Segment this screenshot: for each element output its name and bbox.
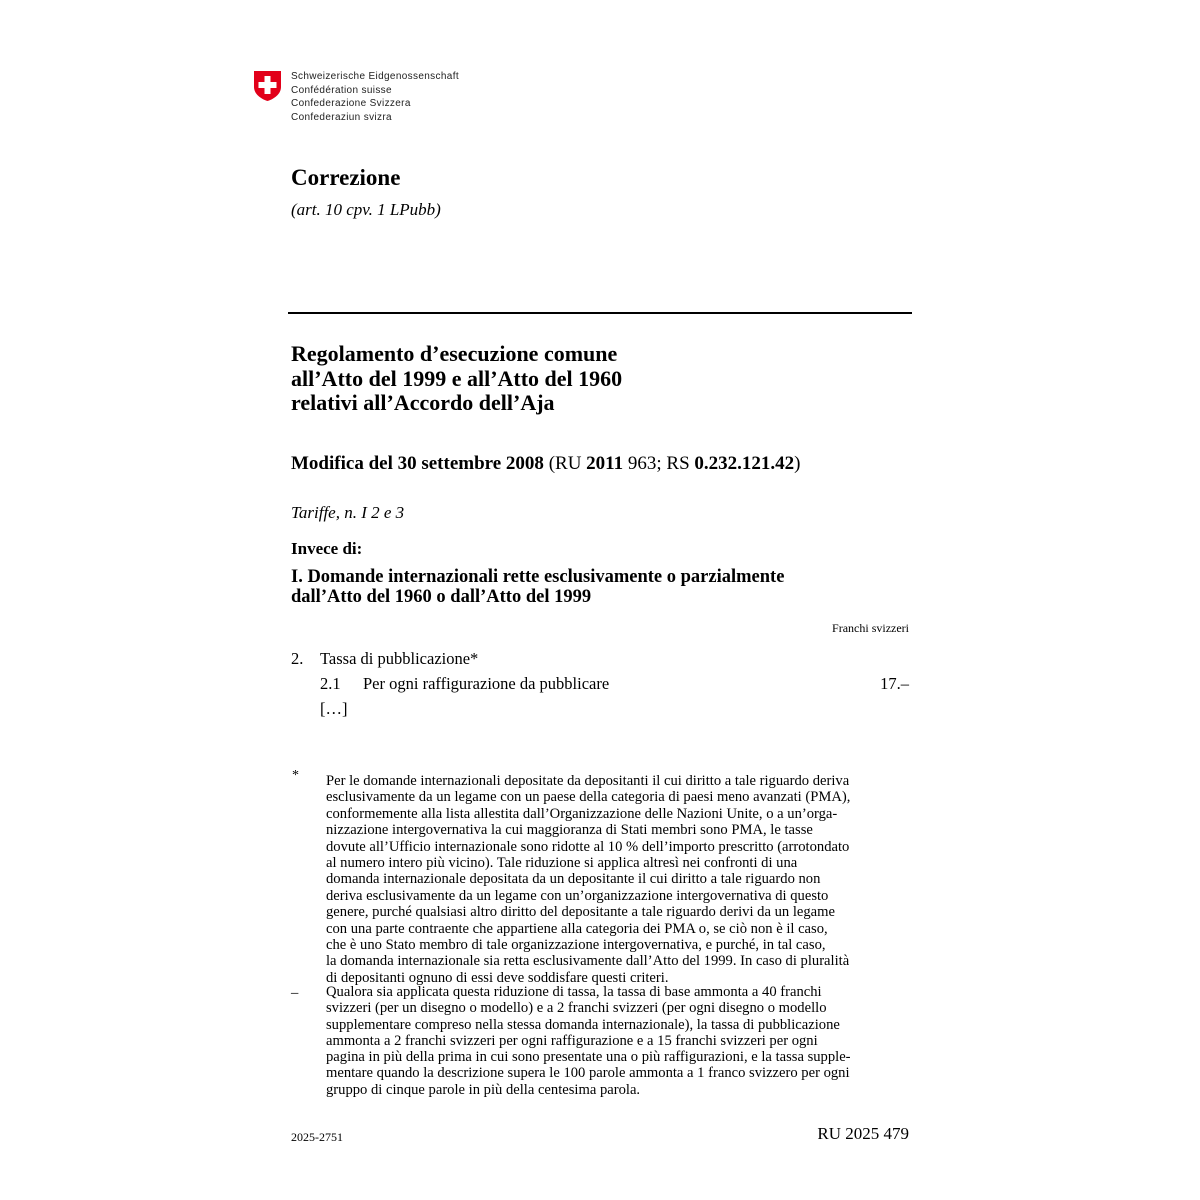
footnote-line: Per le domande internazionali depositate da depositanti il cui diritto a tale riguardo deriva: [326, 773, 850, 789]
swiss-cross-shield-icon: [253, 70, 282, 102]
document-title: Correzione: [291, 165, 401, 190]
document-number: 2025-2751: [291, 1130, 343, 1144]
horizontal-rule: [288, 312, 912, 314]
footnote-line: supplementare compreso nella stessa domanda internazionale), la tassa di pubblicazione: [326, 1016, 840, 1033]
amendment-ru-prefix: (RU: [543, 453, 587, 474]
fee-item-number: 2.: [291, 649, 304, 668]
footnote-line: che è uno Stato membro di tale organizzazione intergovernativa, e purché, in tal caso,: [326, 937, 826, 954]
footnote-line: domanda internazionale depositata da un depositante il cui diritto a tale riguardo non: [326, 871, 821, 888]
agency-name-de: Schweizerische Eidgenossenschaft: [291, 71, 459, 82]
agency-names: [291, 70, 459, 124]
footnote-line: genere, purché qualsiasi altro diritto del depositante a tale riguardo derivi da un legame: [326, 904, 835, 921]
fee-item-label: Tassa di pubblicazione*: [320, 649, 479, 668]
footnote-line: nizzazione intergovernativa la cui maggioranza di Stati membri sono PMA, le tasse: [326, 822, 813, 839]
regulation-title-line: relativi all’Accordo dell’Aja: [291, 390, 555, 415]
fee-item-2-1: [320, 674, 609, 694]
section-heading-line: dall’Atto del 1960 o dall’Atto del 1999: [291, 587, 592, 607]
footnote-paragraph-1: [326, 773, 911, 986]
footnote-line: di depositanti ognuno di essi deve soddisfare questi criteri.: [326, 969, 669, 986]
omission-marker: […]: [320, 699, 348, 718]
fee-item-label: Per ogni raffigurazione da pubblicare: [363, 674, 610, 693]
fee-item-number: 2.1: [320, 674, 341, 693]
amendment-label: Modifica del 30 settembre 2008: [291, 453, 544, 474]
agency-name-rm: Confederaziun svizra: [291, 111, 392, 123]
regulation-title-line: Regolamento d’esecuzione comune: [291, 341, 618, 366]
amendment-rs-number: 0.232.121.42: [694, 453, 795, 474]
footnote-line: dovute all’Ufficio internazionale sono ridotte al 10 % dell’importo prescritto (arrotondato: [326, 838, 850, 855]
currency-header: Franchi svizzeri: [832, 621, 909, 635]
footnote-line: con una parte contraente che appartiene alla categoria dei PMA o, se ciò non è il caso,: [326, 920, 828, 937]
footnote-paragraph-2: [326, 984, 911, 1098]
agency-name-it: Confederazione Svizzera: [291, 98, 411, 109]
footnote-line: ammonta a 2 franchi svizzeri per ogni raffigurazione e a 15 franchi svizzeri per ogni: [326, 1032, 818, 1049]
footnote-marker: *: [292, 768, 299, 783]
footnote-line: pagina in più della prima in cui sono presentate una o più raffigurazioni, e la tassa supple-: [326, 1049, 851, 1066]
agency-name-fr: Confédération suisse: [291, 84, 392, 96]
footnote-dash: –: [291, 985, 299, 1001]
footnote-line: mentare quando la descrizione supera le 100 parole ammonta a 1 franco svizzero per ogni: [326, 1065, 850, 1082]
document-subtitle: (art. 10 cpv. 1 LPubb): [291, 200, 441, 219]
fee-item-amount: 17.–: [880, 674, 909, 693]
footnote-line: svizzeri (per un disegno o modello) e a 2 franchi svizzeri (per ogni disegno o modello: [326, 1000, 827, 1017]
amendment-line: [291, 453, 800, 475]
footnote-line: al numero intero più vicino). Tale riduzione si applica altresì nei confronti di una: [326, 855, 798, 872]
instead-of-label: Invece di:: [291, 539, 363, 558]
footnote-line: la domanda internazionale sia retta esclusivamente dall’Atto del 1999. In caso di pluralità: [326, 953, 850, 970]
amendment-ru-year: 2011: [586, 453, 624, 474]
section-heading-line: I. Domande internazionali rette esclusivamente o parzialmente: [291, 567, 785, 587]
tariff-reference: Tariffe, n. I 2 e 3: [291, 503, 405, 522]
amendment-ru-page: 963; RS: [623, 453, 695, 474]
footnote-line: Qualora sia applicata questa riduzione di tassa, la tassa di base ammonta a 40 franchi: [326, 984, 822, 1000]
regulation-title-line: all’Atto del 1999 e all’Atto del 1960: [291, 365, 623, 391]
ru-reference: RU 2025 479: [817, 1124, 909, 1143]
footnote-line: deriva esclusivamente da un legame con un’organizzazione intergovernativa di questo: [326, 887, 829, 904]
amendment-close: ): [794, 453, 801, 474]
footnote-line: esclusivamente da un legame con un paese della categoria di paesi meno avanzati (PMA),: [326, 789, 851, 806]
section-heading: [291, 567, 784, 607]
footnote-line: gruppo di cinque parole in più della centesima parola.: [326, 1081, 641, 1098]
fee-item-2: [291, 649, 478, 669]
footnote-line: conformemente alla lista allestita dall’Organizzazione delle Nazioni Unite, o a un’orga-: [326, 805, 838, 822]
regulation-title: [291, 342, 622, 416]
